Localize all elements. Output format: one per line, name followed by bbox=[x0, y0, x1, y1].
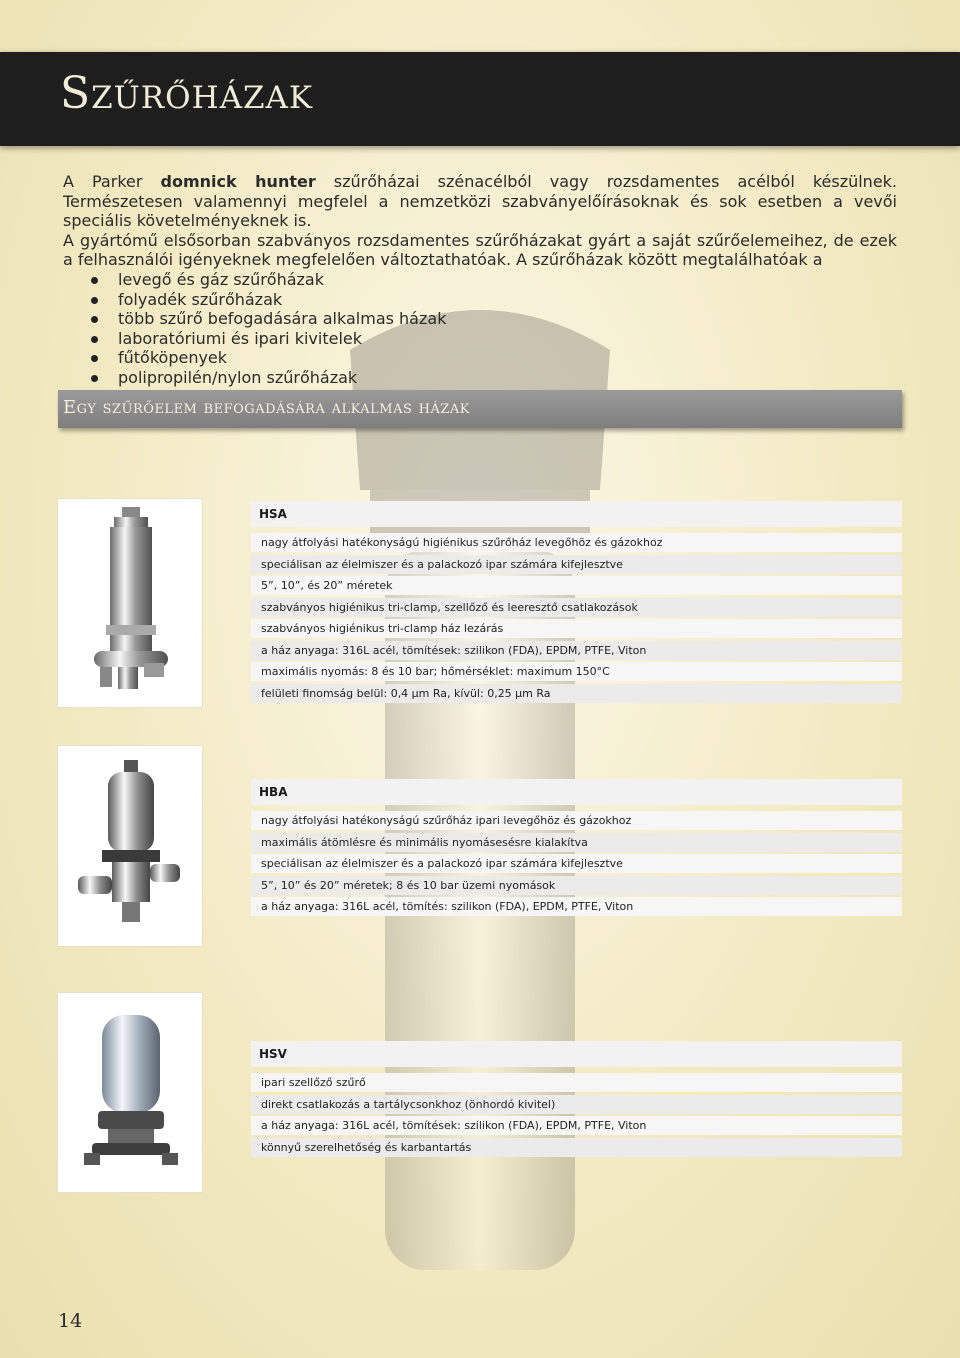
spec-row: ipari szellőző szűrő bbox=[251, 1073, 902, 1092]
hsa-spec-list bbox=[251, 533, 902, 703]
bullet-icon bbox=[91, 375, 98, 382]
list-item-text: folyadék szűrőházak bbox=[118, 289, 283, 309]
list-item-text: levegő és gáz szűrőházak bbox=[118, 269, 324, 289]
spec-row: maximális átömlésre és minimális nyomásesésre kialakítva bbox=[251, 833, 902, 852]
spec-row: szabványos higiénikus tri-clamp, szellőző és leeresztő csatlakozások bbox=[251, 598, 902, 617]
model-label-hsa: HSA bbox=[251, 501, 902, 527]
list-item bbox=[63, 270, 897, 290]
spec-row: szabványos higiénikus tri-clamp ház lezárás bbox=[251, 619, 902, 638]
list-item bbox=[63, 348, 897, 368]
intro-text bbox=[63, 172, 897, 388]
title-bar bbox=[0, 52, 960, 146]
bullet-icon bbox=[91, 316, 98, 323]
list-item-text: polipropilén/nylon szűrőházak bbox=[118, 367, 358, 387]
spec-row: a ház anyaga: 316L acél, tömítések: szilikon (FDA), EPDM, PTFE, Viton bbox=[251, 1116, 902, 1135]
hsa-filter-housing-photo-icon bbox=[58, 499, 202, 707]
brand-name: domnick hunter bbox=[160, 172, 316, 191]
model-label-hsv: HSV bbox=[251, 1041, 902, 1067]
spec-row: felületi finomság belül: 0,4 μm Ra, kívül: 0,25 μm Ra bbox=[251, 684, 902, 703]
spec-row: 5”, 10” és 20” méretek; 8 és 10 bar üzemi nyomások bbox=[251, 876, 902, 895]
bullet-icon bbox=[91, 297, 98, 304]
list-item bbox=[63, 368, 897, 388]
bullet-icon bbox=[91, 336, 98, 343]
hba-spec-table bbox=[251, 779, 902, 919]
spec-row: könnyű szerelhetőség és karbantartás bbox=[251, 1138, 902, 1157]
spec-row: a ház anyaga: 316L acél, tömítések: szilikon (FDA), EPDM, PTFE, Viton bbox=[251, 641, 902, 660]
spec-row: 5”, 10”, és 20” méretek bbox=[251, 576, 902, 595]
intro-paragraph-1 bbox=[63, 172, 897, 231]
spec-row: a ház anyaga: 316L acél, tömítés: szilikon (FDA), EPDM, PTFE, Viton bbox=[251, 897, 902, 916]
hsv-spec-list bbox=[251, 1073, 902, 1157]
page-number: 14 bbox=[58, 1310, 83, 1332]
spec-row: nagy átfolyási hatékonyságú higiénikus szűrőház levegőhöz és gázokhoz bbox=[251, 533, 902, 552]
page-title: Szűrőházak bbox=[60, 68, 314, 119]
spec-row: nagy átfolyási hatékonyságú szűrőház ipari levegőhöz és gázokhoz bbox=[251, 811, 902, 830]
intro-p1-prefix: A Parker bbox=[63, 172, 161, 191]
list-item-text: laboratóriumi és ipari kivitelek bbox=[118, 328, 362, 348]
list-item bbox=[63, 329, 897, 349]
list-item bbox=[63, 290, 897, 310]
housing-type-list bbox=[63, 270, 897, 388]
spec-row: direkt csatlakozás a tartálycsonkhoz (önhordó kivitel) bbox=[251, 1095, 902, 1114]
model-label-hba: HBA bbox=[251, 779, 902, 805]
hsa-spec-table bbox=[251, 501, 902, 705]
hba-filter-housing-photo-icon bbox=[58, 746, 202, 946]
bullet-icon bbox=[91, 277, 98, 284]
bullet-icon bbox=[91, 355, 98, 362]
spec-row: speciálisan az élelmiszer és a palackozó ipar számára kifejlesztve bbox=[251, 555, 902, 574]
section-header bbox=[58, 390, 902, 428]
list-item-text: fűtőköpenyek bbox=[118, 348, 228, 368]
list-item bbox=[63, 309, 897, 329]
hsv-filter-housing-photo-icon bbox=[58, 993, 202, 1192]
intro-paragraph-2: A gyártómű elsősorban szabványos rozsdamentes szűrőházakat gyárt a saját szűrőelemeihez, de ezek a felhasználói igényeknek megfelelően változtathatóak. A szűrőházak között megtalálhatóak a bbox=[63, 230, 897, 270]
list-item-text: több szűrő befogadására alkalmas házak bbox=[118, 309, 447, 329]
spec-row: speciálisan az élelmiszer és a palackozó ipar számára kifejlesztve bbox=[251, 854, 902, 873]
hba-spec-list bbox=[251, 811, 902, 916]
intro-p1-suffix: szűrőházai szénacélból vagy rozsdamentes acélból készülnek. Természetesen valamennyi megfelel a nemzetközi szabványelőírásoknak és sok esetben a vevői speciális követelményeknek is. bbox=[63, 172, 898, 231]
hsv-spec-table bbox=[251, 1041, 902, 1159]
spec-row: maximális nyomás: 8 és 10 bar; hőmérséklet: maximum 150°C bbox=[251, 662, 902, 681]
section-title: Egy szűrőelem befogadására alkalmas házak bbox=[63, 397, 470, 418]
